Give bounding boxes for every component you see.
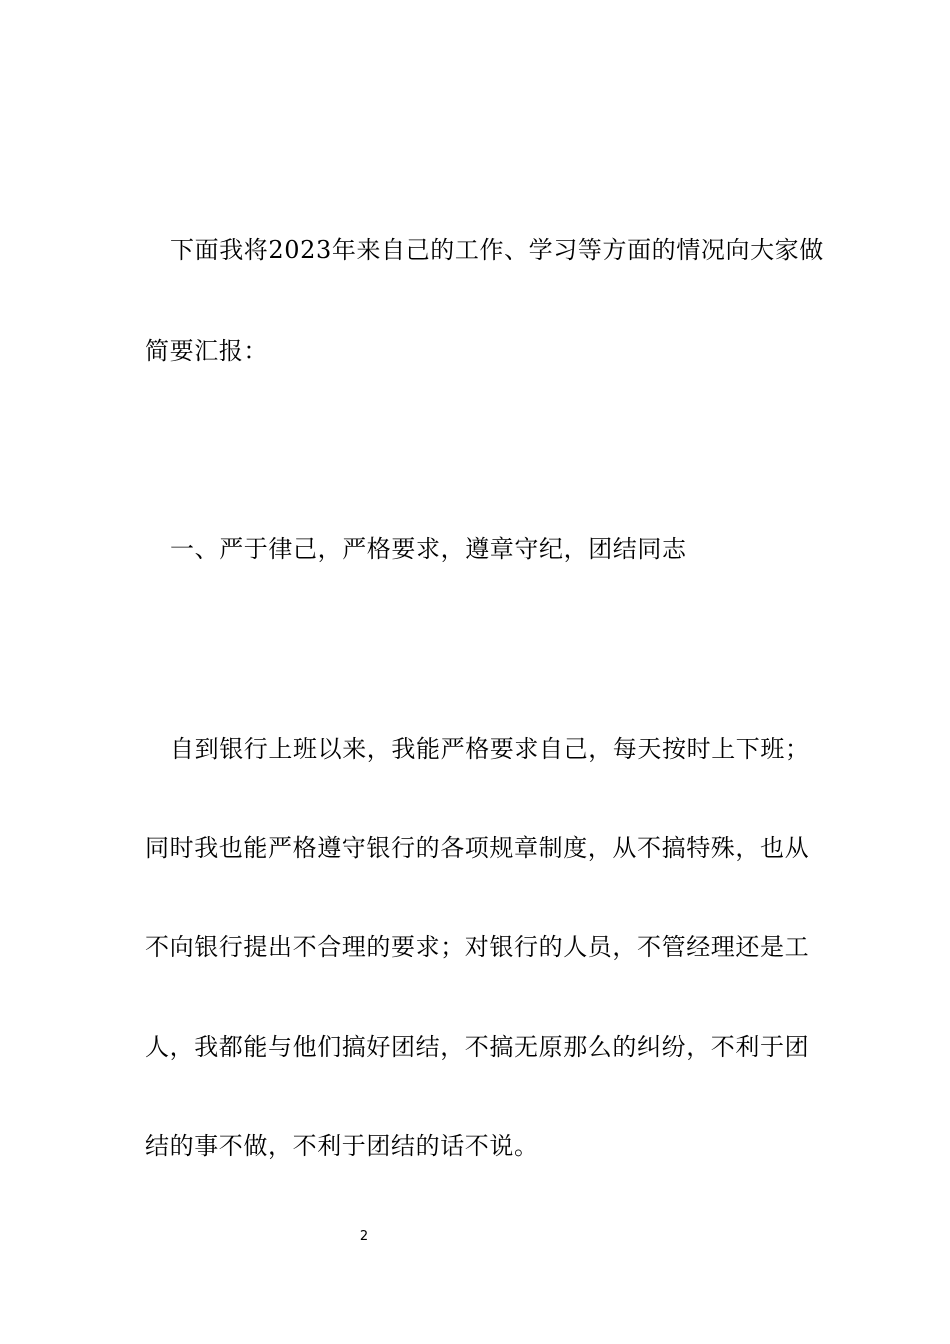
paragraph-3-line-2: 同时我也能严格遵守银行的各项规章制度，从不搞特殊，也从 xyxy=(145,834,810,862)
paragraph-1-line-1: 下面我将2023年来自己的工作、学习等方面的情况向大家做 xyxy=(170,236,824,264)
paragraph-3-line-5: 结的事不做，不利于团结的话不说。 xyxy=(145,1132,539,1160)
paragraph-3-line-1: 自到银行上班以来，我能严格要求自己，每天按时上下班； xyxy=(170,735,810,763)
section-heading: 一、严于律己，严格要求，遵章守纪，团结同志 xyxy=(170,535,687,563)
paragraph-3-line-3: 不向银行提出不合理的要求；对银行的人员，不管经理还是工 xyxy=(145,933,810,961)
paragraph-3-line-4: 人，我都能与他们搞好团结，不搞无原那么的纠纷，不利于团 xyxy=(145,1033,810,1061)
paragraph-1-line-2: 简要汇报： xyxy=(145,337,268,365)
page-number: 2 xyxy=(359,1229,369,1244)
